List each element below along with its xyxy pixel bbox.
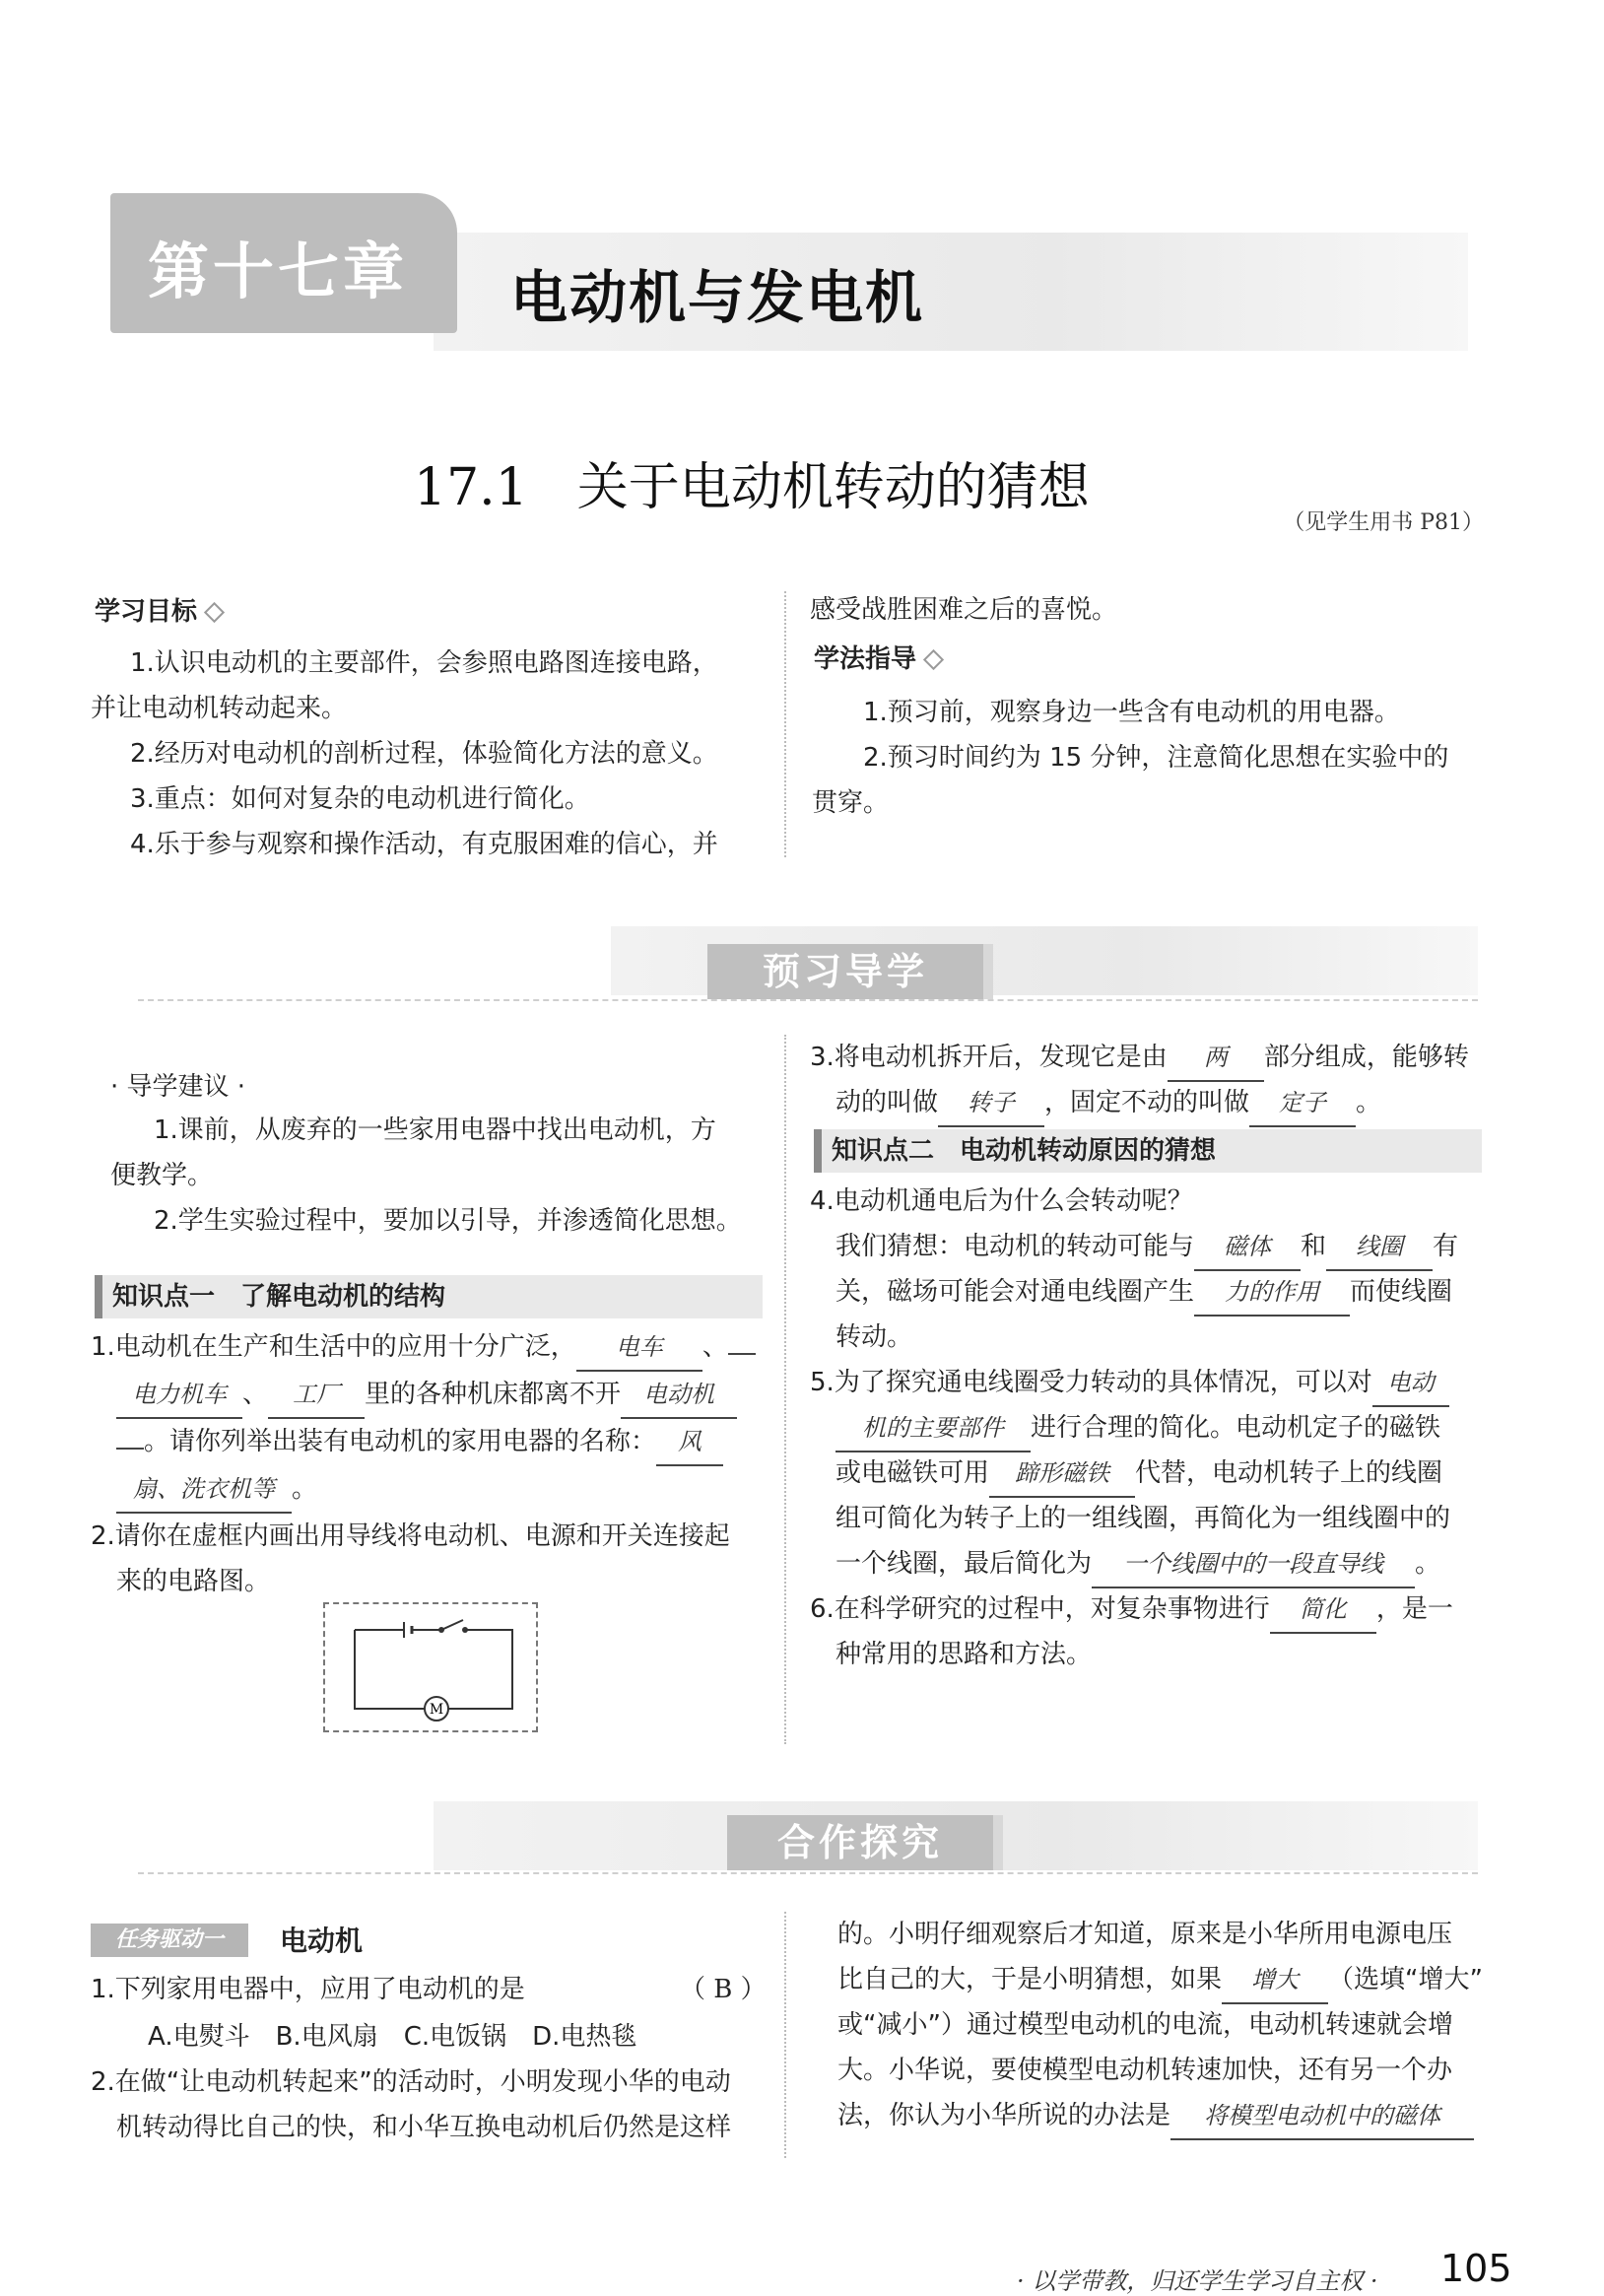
- question-3-line2: 动的叫做 转子 ，固定不动的叫做 定子 。: [835, 1080, 1381, 1127]
- preview-section-tag: 预习导学: [707, 944, 993, 999]
- page-number: 105: [1440, 2247, 1512, 2290]
- answer-blank: 将模型电动机中的磁体: [1170, 2093, 1474, 2140]
- footer-motto: · 以学带教，归还学生学习自主权 ·: [1017, 2267, 1378, 2295]
- task-title: 电动机: [280, 1925, 364, 1957]
- answer-blank: 两: [1168, 1035, 1264, 1082]
- guide-heading: · 导学建议 ·: [110, 1072, 246, 1102]
- question-4: 4.电动机通电后为什么会转动呢？: [810, 1186, 1193, 1216]
- goals-heading: 学习目标: [95, 589, 222, 635]
- coop-section-tag: 合作探究: [727, 1815, 1003, 1870]
- question-2: 2.请你在虚框内画出用导线将电动机、电源和开关连接起: [91, 1521, 730, 1551]
- lesson-name: 关于电动机转动的猜想: [576, 458, 1090, 517]
- chapter-label: 第十七章: [148, 236, 409, 307]
- question-3: 3.将电动机拆开后，发现它是由 两 部分组成，能够转: [810, 1035, 1469, 1082]
- question-5-line4: 组可简化为转子上的一组线圈，再简化为一组线圈中的: [835, 1504, 1451, 1533]
- answer-blank: 机的主要部件: [835, 1405, 1031, 1452]
- answer-blank: 简化: [1270, 1587, 1376, 1634]
- method-heading: 学法指导: [814, 637, 941, 682]
- answer-blank: 一个线圈中的一段直导线: [1092, 1541, 1415, 1588]
- answer-blank: 电动: [1372, 1360, 1449, 1407]
- diamond-icon: [923, 649, 944, 670]
- diamond-icon: [204, 602, 225, 623]
- answer-blank: 增大: [1222, 1957, 1328, 2004]
- question-1-line4: 扇、洗衣机等 。: [116, 1466, 317, 1514]
- question-5-line5: 一个线圈，最后简化为 一个线圈中的一段直导线 。: [835, 1541, 1440, 1588]
- answer-blank: 磁体: [1194, 1224, 1301, 1271]
- method-line: 1.预习前，观察身边一些含有电动机的用电器。: [863, 698, 1400, 727]
- answer-blank: 定子: [1249, 1080, 1356, 1127]
- answer-blank: 扇、洗衣机等: [116, 1466, 292, 1514]
- goal-line: 感受战胜困难之后的喜悦。: [810, 595, 1118, 625]
- goal-line: 3.重点：如何对复杂的电动机进行简化。: [130, 784, 590, 814]
- circuit-diagram-frame: [323, 1602, 538, 1732]
- question-6-line2: 种常用的思路和方法。: [835, 1640, 1093, 1669]
- task-question-1-options: A.电熨斗 B.电风扇 C.电饭锅 D.电热毯: [148, 2022, 637, 2052]
- answer-blank: 力的作用: [1194, 1269, 1350, 1317]
- question-5: 5.为了探究通电线圈受力转动的具体情况，可以对 电动: [810, 1360, 1449, 1407]
- answer-blank: 风: [656, 1419, 723, 1466]
- knowledge-point-1: 知识点一 了解电动机的结构: [95, 1275, 763, 1318]
- goal-line: 2.经历对电动机的剖析过程，体验简化方法的意义。: [130, 739, 718, 769]
- task-question-2-cont: 的。小明仔细观察后才知道，原来是小华所用电源电压: [837, 1920, 1453, 1949]
- task-question-1-answer: （ B ）: [680, 1975, 767, 2004]
- goal-line: 4.乐于参与观察和操作活动，有克服困难的信心，并: [130, 830, 718, 859]
- question-6: 6.在科学研究的过程中，对复杂事物进行 简化 ，是一: [810, 1587, 1453, 1634]
- guide-line: 1.课前，从废弃的一些家用电器中找出电动机，方: [154, 1115, 716, 1145]
- guide-line: 2.学生实验过程中，要加以引导，并渗透简化思想。: [154, 1206, 742, 1236]
- knowledge-point-2: 知识点二 电动机转动原因的猜想: [814, 1129, 1482, 1173]
- question-4-line2: 我们猜想：电动机的转动可能与 磁体 和 线圈 有: [835, 1224, 1458, 1271]
- section-divider: [138, 999, 1478, 1001]
- answer-blank: 电车: [576, 1324, 702, 1372]
- question-5-line2: 机的主要部件 进行合理的简化。电动机定子的磁铁: [835, 1405, 1440, 1452]
- answer-blank: 电力机车: [116, 1372, 242, 1419]
- question-4-line3: 关，磁场可能会对通电线圈产生 力的作用 而使线圈: [835, 1269, 1452, 1317]
- column-divider: [784, 591, 786, 857]
- chapter-title: 电动机与发电机: [510, 264, 925, 331]
- book-reference: （见学生用书 P81）: [1283, 510, 1484, 535]
- column-divider: [784, 1035, 786, 1744]
- lesson-number: 17.1: [414, 458, 528, 517]
- question-1: 1.电动机在生产和生活中的应用十分广泛， 电车 、: [91, 1324, 756, 1372]
- answer-blank: 电动机: [621, 1372, 737, 1419]
- task-question-2-cont: 比自己的大，于是小明猜想，如果 增大 （选填“增大”: [837, 1957, 1483, 2004]
- column-divider: [784, 1912, 786, 2158]
- question-5-line3: 或电磁铁可用 蹄形磁铁 代替，电动机转子上的线圈: [835, 1451, 1442, 1498]
- task-question-2: 2.在做“让电动机转起来”的活动时，小明发现小华的电动: [91, 2067, 731, 2097]
- task-question-2-cont: 或“减小”）通过模型电动机的电流，电动机转速就会增: [837, 2010, 1453, 2040]
- goal-line: 1.认识电动机的主要部件，会参照电路图连接电路，: [130, 648, 718, 678]
- method-line: 2.预习时间约为 15 分钟，注意简化思想在实验中的: [863, 743, 1449, 773]
- task-question-2-line2: 机转动得比自己的快，和小华互换电动机后仍然是这样: [116, 2113, 732, 2142]
- method-line: 贯穿。: [812, 788, 890, 818]
- question-1-line2: 电力机车 、 工厂 里的各种机床都离不开 电动机: [116, 1372, 737, 1419]
- motor-symbol: M: [429, 1702, 444, 1718]
- answer-blank: 转子: [938, 1080, 1044, 1127]
- task-question-2-cont: 法，你认为小华所说的办法是 将模型电动机中的磁体: [837, 2093, 1474, 2140]
- guide-line: 便教学。: [110, 1161, 214, 1190]
- question-2-line2: 来的电路图。: [116, 1567, 271, 1596]
- answer-blank: 工厂: [268, 1372, 365, 1419]
- answer-blank: 蹄形磁铁: [989, 1451, 1135, 1498]
- task-question-1: 1.下列家用电器中，应用了电动机的是: [91, 1975, 525, 2004]
- question-4-line4: 转动。: [835, 1322, 913, 1352]
- question-1-line3: 。请你列举出装有电动机的家用电器的名称： 风: [116, 1419, 723, 1466]
- answer-blank: 线圈: [1326, 1224, 1433, 1271]
- task-tag: 任务驱动一: [91, 1924, 248, 1957]
- lesson-title: [414, 445, 1090, 519]
- task-question-2-cont: 大。小华说，要使模型电动机转速加快，还有另一个办: [837, 2056, 1453, 2085]
- circuit-diagram: [325, 1604, 536, 1730]
- section-divider: [138, 1872, 1478, 1874]
- goal-line: 并让电动机转动起来。: [91, 694, 348, 723]
